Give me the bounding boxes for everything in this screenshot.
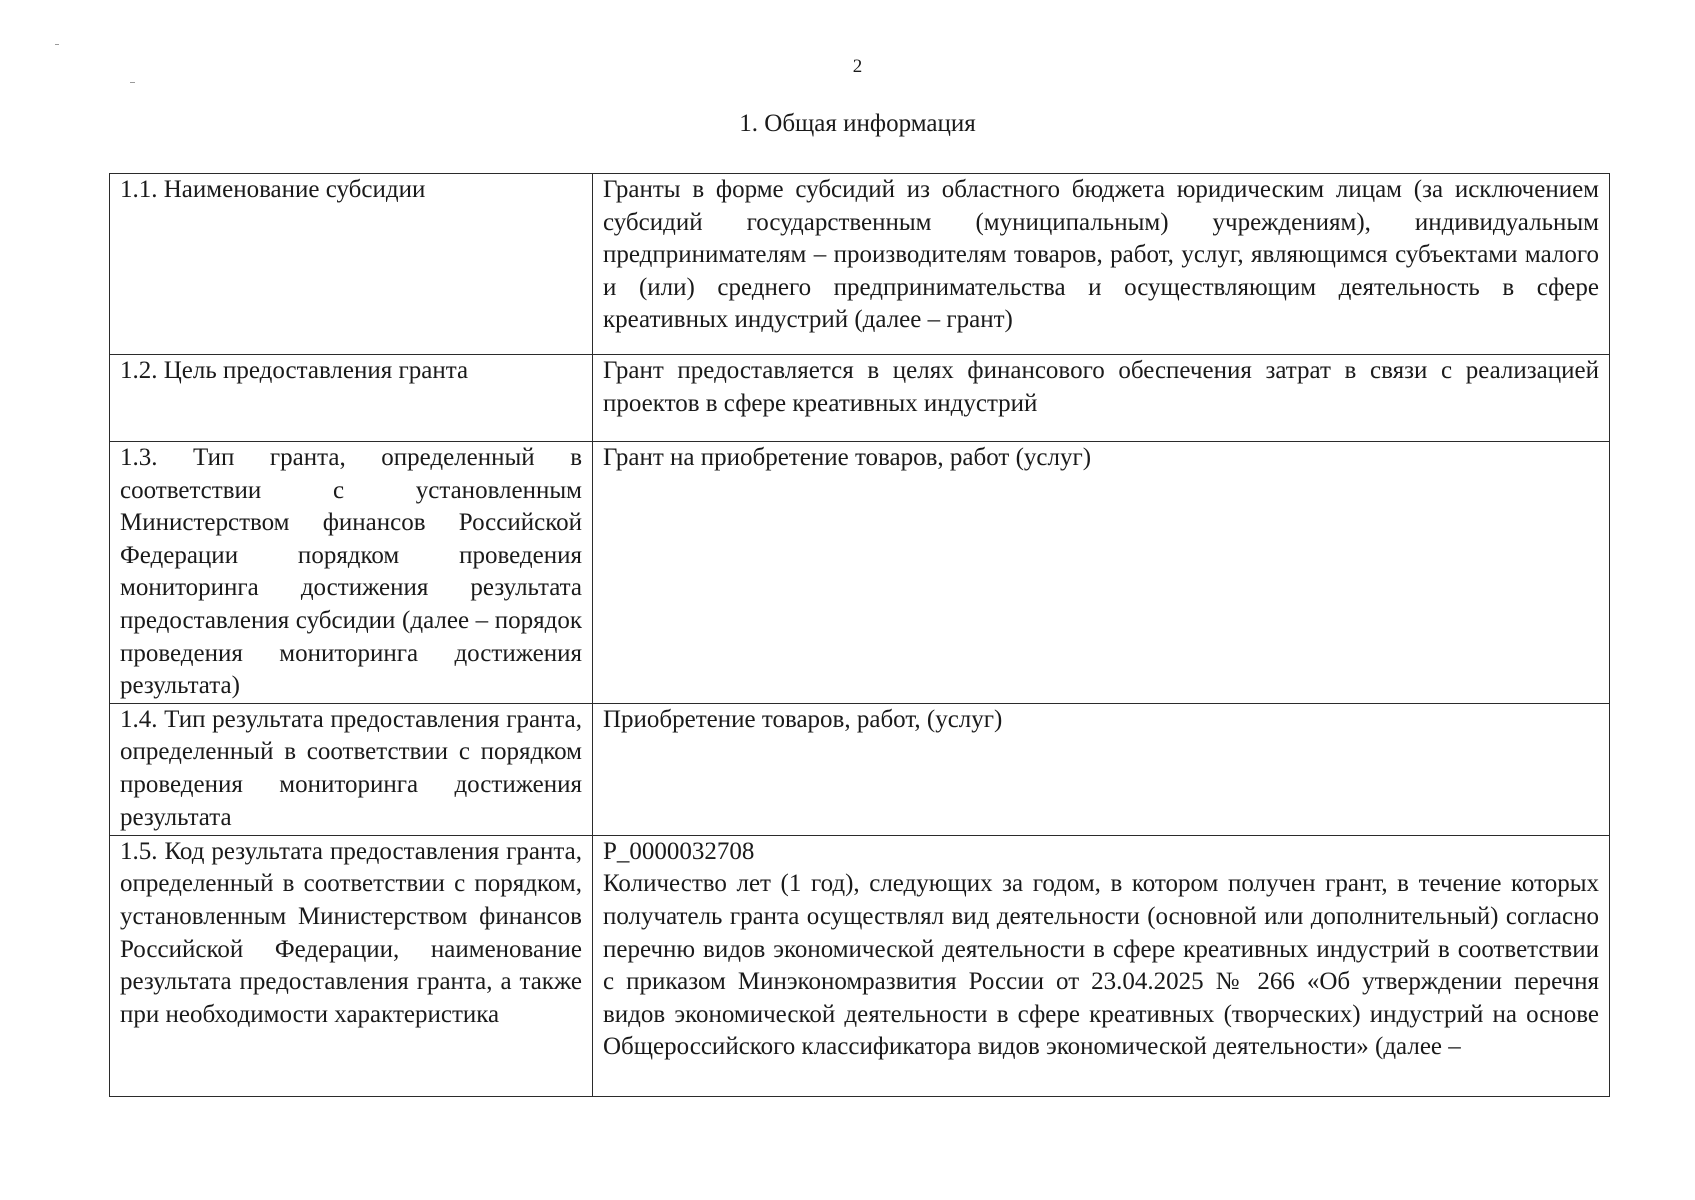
table-row: [110, 174, 1610, 355]
scan-speck: [130, 82, 135, 83]
table-row: [110, 835, 1610, 1096]
row-label: 1.5. Код результата предоставления гранта, определенный в соответствии с порядком, установленным Министерством финансов Российской Федерации, наименование результата предоставления гранта, а также при необходимости характеристика: [110, 835, 593, 1096]
row-value: Грант на приобретение товаров, работ (услуг): [593, 442, 1610, 704]
row-label: 1.3. Тип гранта, определенный в соответствии с установленным Министерством финансов Российской Федерации порядком проведения мониторинга достижения результата предоставления субсидии (далее – порядок проведения мониторинга достижения результата): [110, 442, 593, 704]
row-label: 1.2. Цель предоставления гранта: [110, 355, 593, 442]
table-row: [110, 355, 1610, 442]
row-value: Грант предоставляется в целях финансового обеспечения затрат в связи с реализацией проектов в сфере креативных индустрий: [593, 355, 1610, 442]
row-value: Гранты в форме субсидий из областного бюджета юридическим лицам (за исключением субсидий государственным (муниципальным) учреждениям), индивидуальным предпринимателям – производителям товаров, работ, услуг, являющимся субъектами малого и (или) среднего предпринимательства и осуществляющим деятельность в сфере креативных индустрий (далее – грант): [593, 174, 1610, 355]
row-value-cell: [593, 835, 1610, 1096]
section-title: 1. Общая информация: [739, 110, 976, 137]
page-number: 2: [852, 56, 863, 77]
result-code: P_0000032708: [603, 837, 755, 865]
table-row: [110, 703, 1610, 835]
general-info-table: [109, 173, 1610, 1097]
row-label: 1.4. Тип результата предоставления гранта, определенный в соответствии с порядком проведения мониторинга достижения результата: [110, 703, 593, 835]
row-value: Приобретение товаров, работ, (услуг): [593, 703, 1610, 835]
table-row: [110, 442, 1610, 704]
row-label: 1.1. Наименование субсидии: [110, 174, 593, 355]
row-value: Количество лет (1 год), следующих за годом, в котором получен грант, в течение которых получатель гранта осуществлял вид деятельности (основной или дополнительный) согласно перечню видов экономической деятельности в сфере креативных индустрий в соответствии с приказом Минэкономразвития России от 23.04.2025 № 266 «Об утверждении перечня видов экономической деятельности в сфере креативных (творческих) индустрий на основе Общероссийского классификатора видов экономической деятельности» (далее –: [603, 870, 1599, 1061]
scan-speck: [55, 44, 59, 45]
